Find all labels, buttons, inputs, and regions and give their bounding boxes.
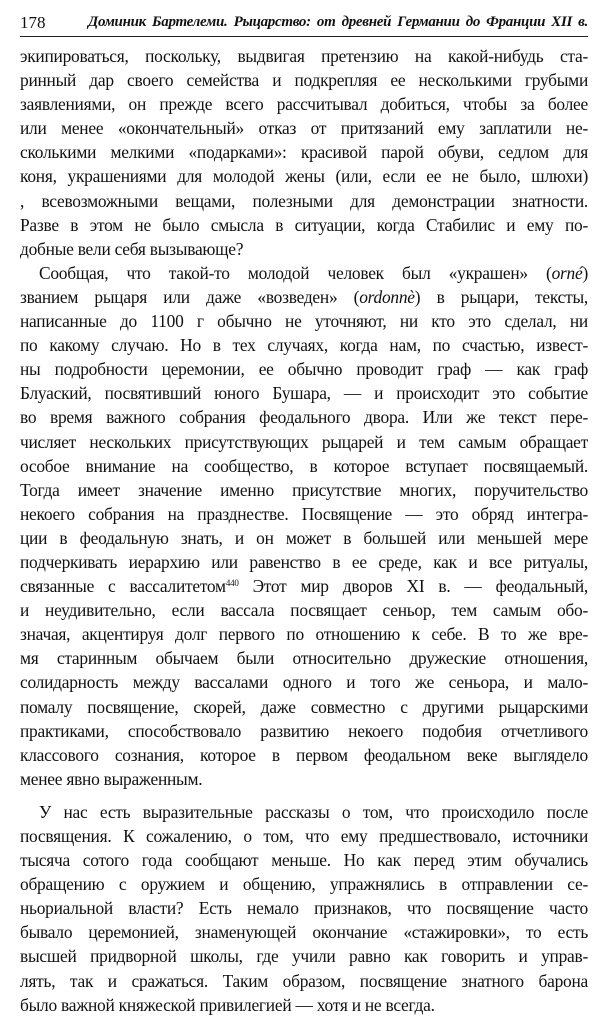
- french-term: ordonnè: [359, 286, 415, 307]
- text-line: сколькими мелкими «подарками»: красивой парой обуви, седлом для: [20, 142, 588, 163]
- text-line: по какому случаю. Но в тех случаях, когда нам, по счастью, извест-: [20, 335, 588, 356]
- text-line: значая, акцентируя долг первого по отношению к себе. В то же вре-: [20, 624, 588, 645]
- text-line: ньориальной власти? Есть немало признаков, что посвящение часто: [20, 898, 588, 919]
- text-line: числяет нескольких присутствующих рыцарей и тем самым обращает: [20, 431, 588, 452]
- text-run: ): [582, 262, 588, 283]
- text-line: классового сознания, которое в первом феодальном веке выглядело: [20, 744, 588, 765]
- text-line: некоего собрания на празднестве. Посвящение — это обряд интегра-: [20, 503, 588, 524]
- text-run: Этот мир дворов XI в. — феодальный,: [238, 576, 588, 597]
- text-line: обращению с оружием и общению, упражнялись в отправлении се-: [20, 874, 588, 895]
- text-line: заявлениями, он прежде всего рассчитывал добиться, чтобы за более: [20, 94, 588, 115]
- text-line: помалу посвящение, скорей, даже совместно с другими рыцарскими: [20, 696, 588, 717]
- text-line: написанные до 1100 г обычно не уточняют, ни кто это сделал, ни: [20, 311, 588, 332]
- text-line: ринный дар своего семейства и подкрепляя ее несколькими грубыми: [20, 70, 588, 91]
- text-run: ) в рыцари, тексты,: [414, 286, 588, 307]
- text-line: Разве в этом не было смысла в ситуации, когда Стабилис и ему по-: [20, 214, 588, 235]
- text-line: или менее «окончательный» отказ от притязаний ему заплатили не-: [20, 118, 588, 139]
- page-header: [20, 10, 588, 37]
- text-line: менее явно выраженным.: [20, 768, 203, 789]
- text-line: [20, 574, 588, 598]
- text-line: посвящения. К сожалению, о том, что ему предшествовало, источники: [20, 826, 588, 846]
- text-line: добные вели себя вызывающе?: [20, 238, 244, 259]
- text-line: и неудивительно, если вассала посвящает сеньор, тем самым обо-: [20, 600, 588, 621]
- text-line: высшей придворной школы, где учили равно как говорить и управ-: [20, 946, 588, 967]
- text-line: ны подробности церемонии, ее обычно проводит граф — как граф: [20, 359, 588, 380]
- text-line: было важной княжеской привилегией — хотя и не всегда.: [20, 994, 435, 1015]
- text-line: мя старинным обычаем были относительно дружеские отношения,: [20, 648, 588, 669]
- text-line: Тогда имеет значение именно присутствие многих, поручительство: [20, 479, 588, 500]
- paragraph-2: [20, 261, 588, 791]
- paragraph-1: [20, 44, 588, 261]
- text-line: , всевозможными вещами, полезными для демонстрации знатности.: [20, 190, 588, 211]
- text-line: практиками, способствовало развитию некоего подобия отчетливого: [20, 720, 588, 741]
- text-line: подчеркивать иерархию или равенство в ее среде, как и все ритуалы,: [20, 551, 588, 572]
- text-line: ции в феодальную знать, и он может в большей или меньшей мере: [20, 527, 588, 548]
- text-line: экипироваться, поскольку, выдвигая претензию на какой-нибудь ста-: [20, 46, 588, 66]
- text-line: [20, 261, 588, 285]
- text-line: коня, украшениями для молодой жены (или, если ее не было, шлюхи): [20, 166, 588, 187]
- text-line: [20, 285, 588, 309]
- page-number: 178: [20, 13, 46, 32]
- text-line: Блуаский, посвятивший юного Бушара, — и происходит это событие: [20, 383, 588, 404]
- text-line: солидарность между вассалами одного и того же сеньора, и мало-: [20, 672, 588, 693]
- paragraph-3: [20, 800, 588, 1017]
- text-line: лять, так и сражаться. Таким образом, посвящение знатного барона: [20, 970, 588, 991]
- text-line: тысяча сотого года сообщают меньше. Но как перед этим обучались: [20, 850, 588, 871]
- text-line: во время важного собрания феодального двора. Или же текст пере-: [20, 407, 588, 428]
- text-run: званием рыцаря или даже «возведен» (: [20, 286, 360, 307]
- running-head: Доминик Бартелеми. Рыцарство: от древней Германии до Франции XII в.: [88, 14, 588, 30]
- footnote-marker[interactable]: 440: [225, 578, 239, 589]
- text-line: особое внимание на сообщество, в которое вступает посвящаемый.: [20, 455, 588, 476]
- text-line: У нас есть выразительные рассказы о том, что происходило после: [39, 801, 588, 822]
- text-run: связанные с вассалитетом: [20, 576, 226, 597]
- body-text: [20, 44, 588, 1017]
- french-term: orné: [551, 262, 583, 283]
- text-line: бывало церемонией, знаменующей окончание «стажировки», то есть: [20, 922, 588, 943]
- text-run: Сообщая, что такой-то молодой человек был «украшен» (: [39, 262, 552, 283]
